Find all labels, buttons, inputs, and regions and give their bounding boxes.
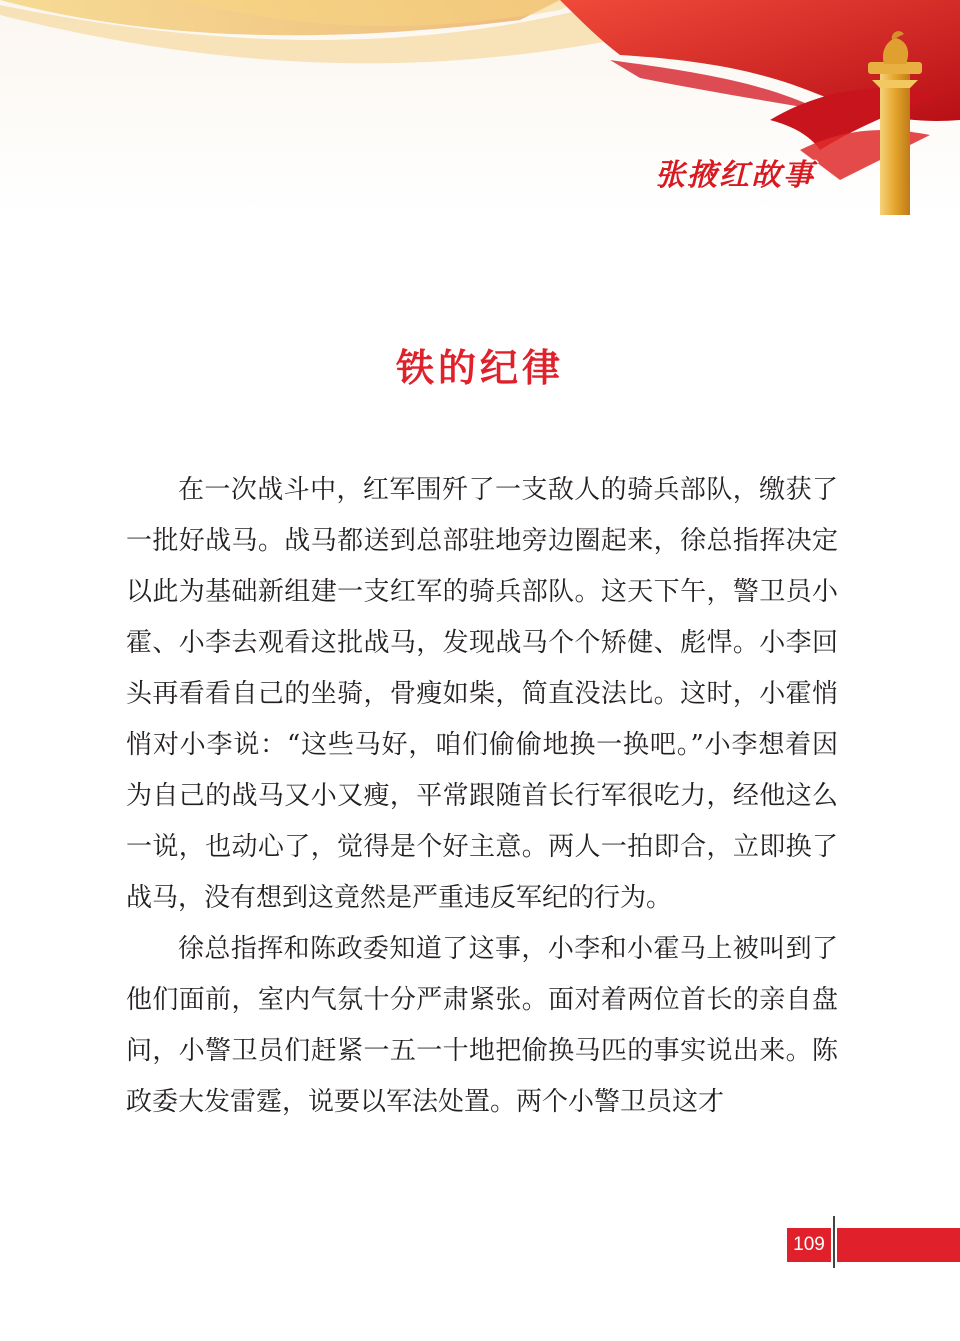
paragraph-2: 徐总指挥和陈政委知道了这事，小李和小霍马上被叫到了他们面前，室内气氛十分严肃紧张。面对着两位首长的亲自盘问，小警卫员们赶紧一五一十地把偷换马匹的事实说出来。陈政委大发雷霆，说要以军法处置。两个小警卫员这才 (126, 934, 838, 1117)
article-body (126, 465, 838, 1128)
header-decoration (0, 0, 960, 215)
page-number: 109 (787, 1228, 831, 1262)
page-header-banner (0, 0, 960, 215)
paragraph-1: 在一次战斗中，红军围歼了一支敌人的骑兵部队，缴获了一批好战马。战马都送到总部驻地旁边圈起来，徐总指挥决定以此为基础新组建一支红军的骑兵部队。这天下午，警卫员小霍、小李去观看这批战马，发现战马个个矫健、彪悍。小李回头再看看自己的坐骑，骨瘦如柴，简直没法比。这时，小霍悄悄对小李说：“这些马好，咱们偷偷地换一换吧。”小李想着因为自己的战马又小又瘦，平常跟随首长行军很吃力，经他这么一说，也动心了，觉得是个好主意。两人一拍即合，立即换了战马，没有想到这竟然是严重违反军纪的行为。 (126, 475, 838, 913)
series-title: 张掖红故事 (655, 158, 815, 193)
article-title: 铁的纪律 (395, 346, 564, 391)
page-number-divider (833, 1216, 835, 1268)
footer-red-bar (837, 1228, 960, 1262)
